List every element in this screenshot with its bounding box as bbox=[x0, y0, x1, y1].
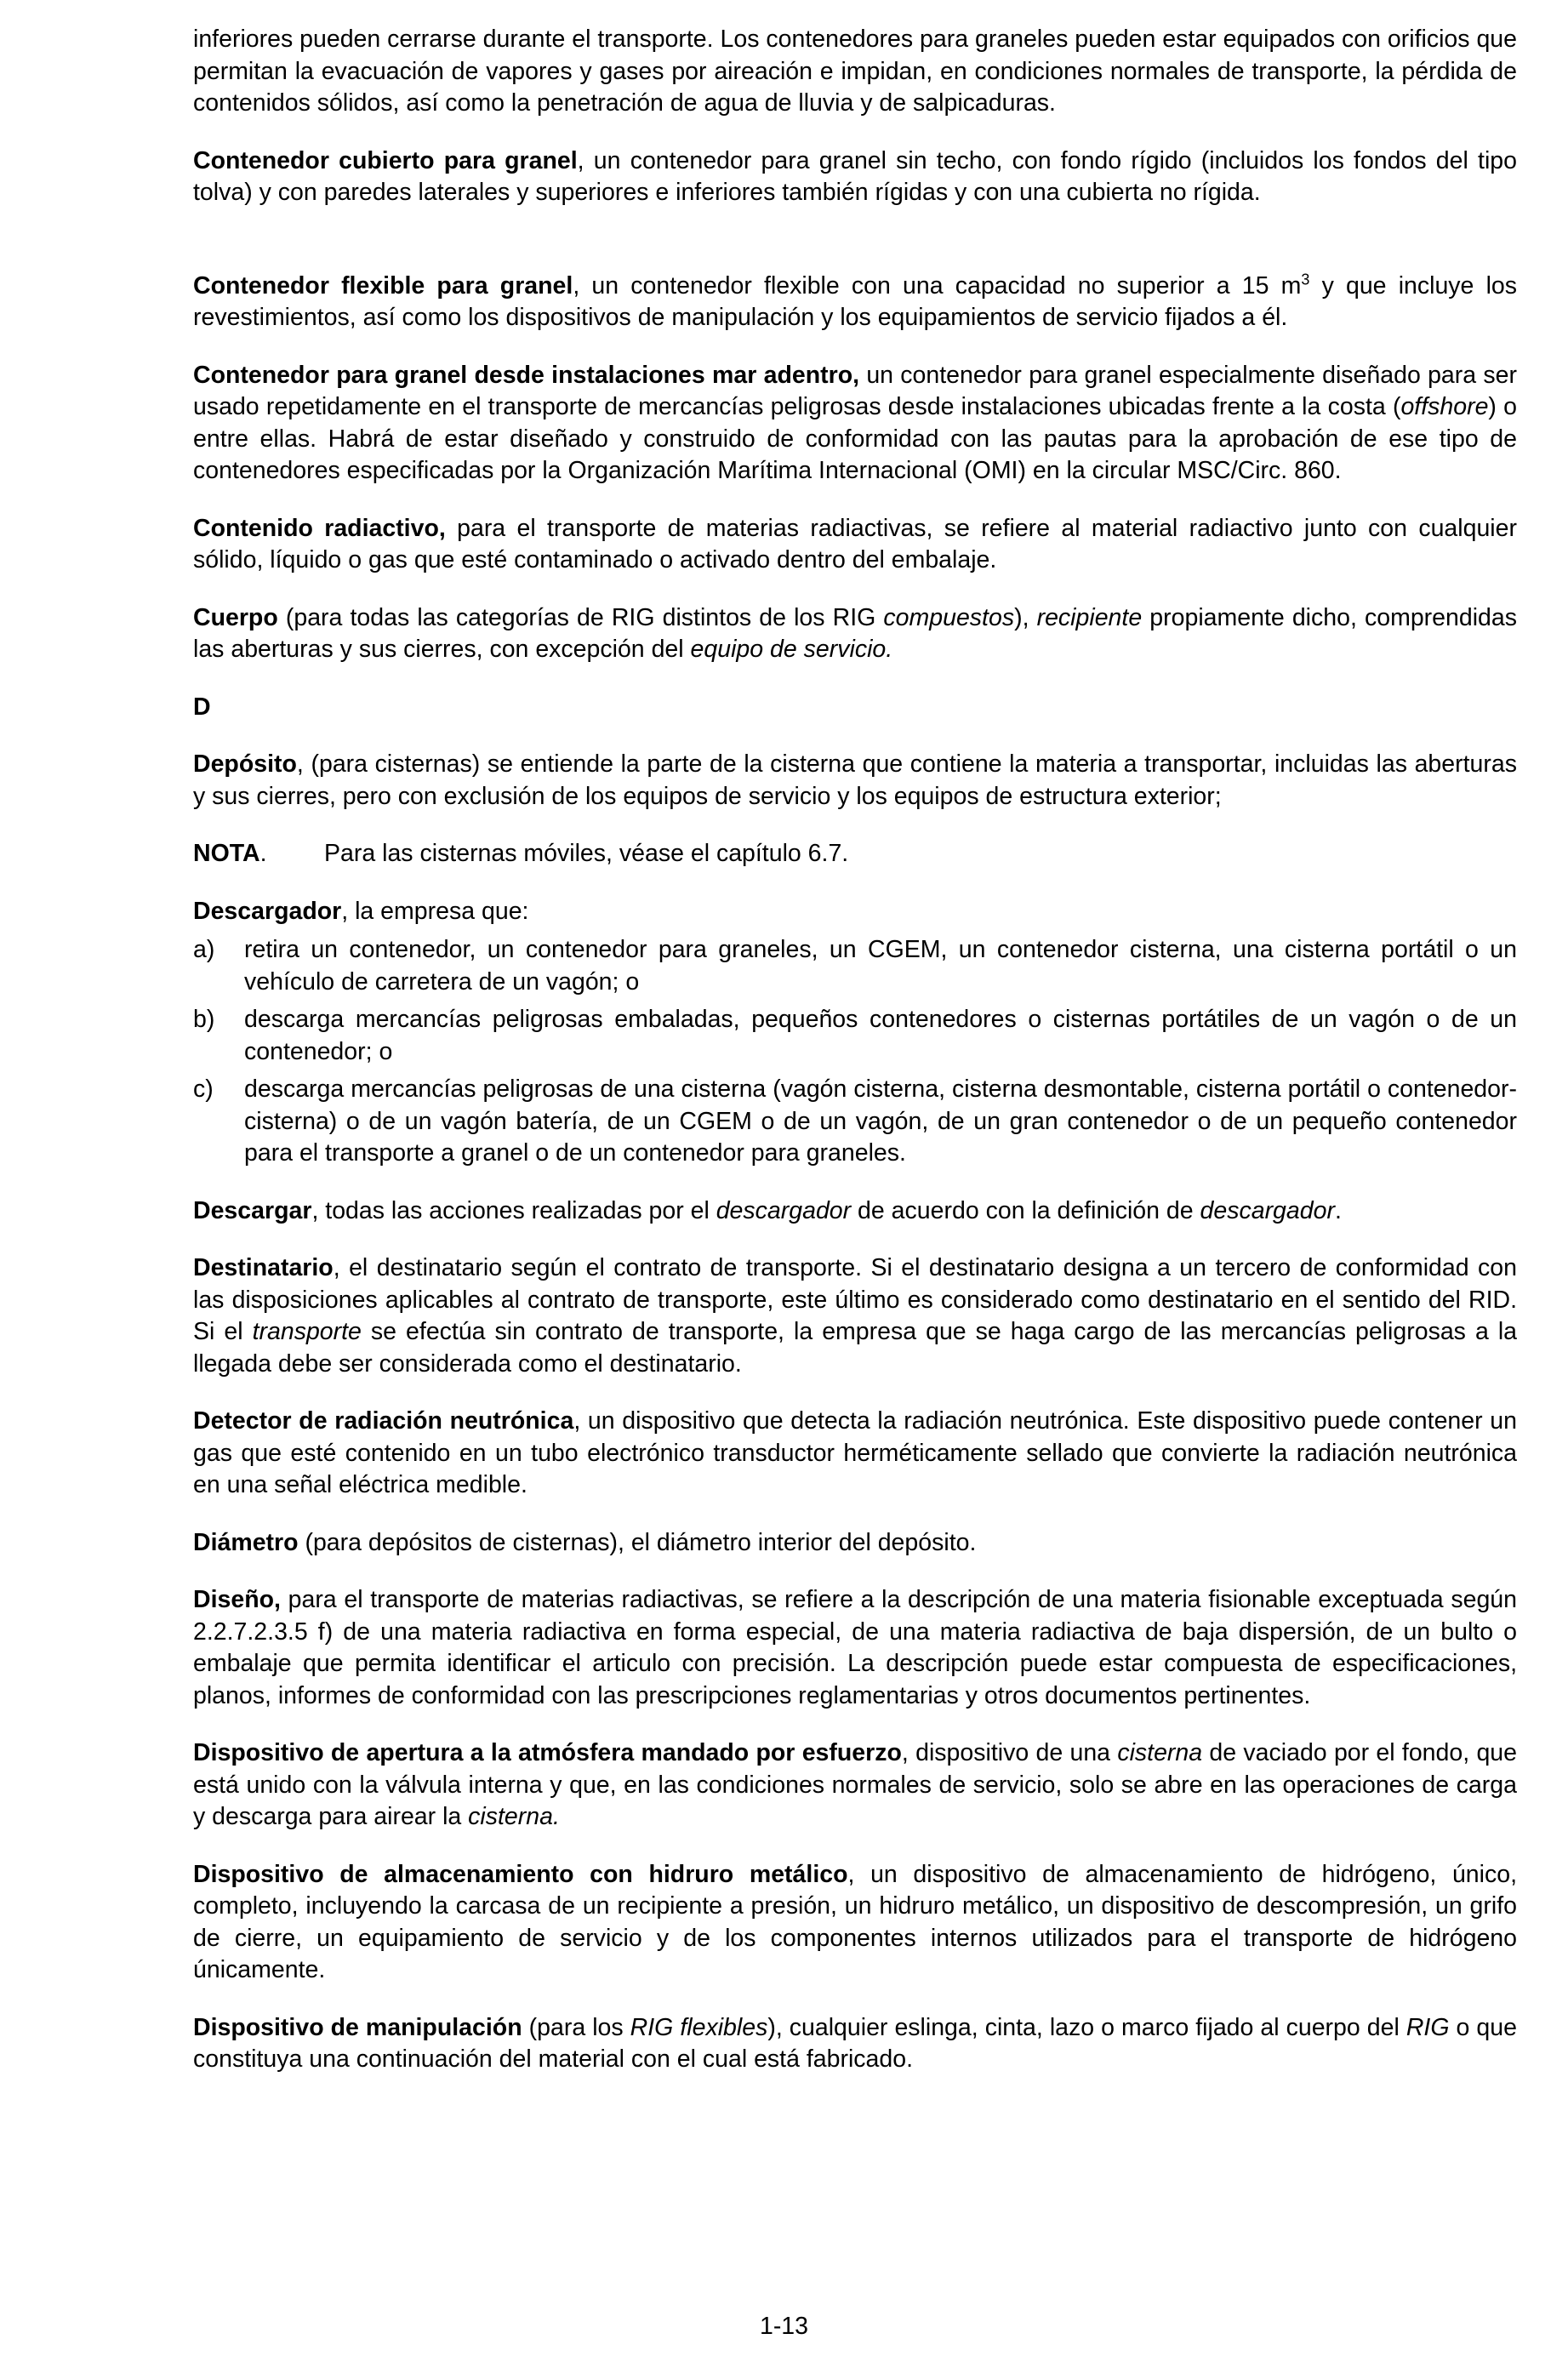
list-item: a) retira un contenedor, un contenedor para graneles, un CGEM, un contenedor cisterna, una cisterna portátil o un vehículo de carretera de un vagón; o bbox=[193, 936, 1517, 996]
definition-dispositivo-manipulacion: Dispositivo de manipulación (para los RIG flexibles), cualquier eslinga, cinta, lazo o marco fijado al cuerpo del RIG o que constituya una continuación del material con el cual está fabricado. bbox=[193, 2013, 1517, 2073]
note: NOTA. Para las cisternas móviles, véase el capítulo 6.7. bbox=[193, 838, 1517, 870]
page-number: 1-13 bbox=[759, 2313, 809, 2340]
term: Descargador bbox=[193, 897, 342, 925]
term: Contenedor cubierto para granel bbox=[193, 146, 578, 174]
term: Contenedor para granel desde instalaciones mar adentro, bbox=[193, 361, 860, 389]
term: Dispositivo de manipulación bbox=[193, 2013, 522, 2041]
definition-cuerpo: Cuerpo (para todas las categorías de RIG distintos de los RIG compuestos), recipiente propiamente dicho, comprendidas las aberturas y sus cierres, con excepción del equipo de servicio. bbox=[193, 603, 1517, 663]
term: Depósito bbox=[193, 750, 297, 778]
definition-dispositivo-apertura: Dispositivo de apertura a la atmósfera mandado por esfuerzo, dispositivo de una cisterna de vaciado por el fondo, que está unido con la válvula interna y que, en las condiciones normales de servicio, solo se abre en las operaciones de carga y descarga para airear la cisterna. bbox=[193, 1739, 1517, 1830]
term: Destinatario bbox=[193, 1254, 334, 1281]
term: Dispositivo de apertura a la atmósfera mandado por esfuerzo bbox=[193, 1739, 902, 1766]
term: Contenido radiactivo, bbox=[193, 514, 446, 542]
definition-contenedor-cubierto: Contenedor cubierto para granel, un contenedor para granel sin techo, con fondo rígido (incluidos los fondos del tipo tolva) y con paredes laterales y superiores e inferiores también rígidas y con una cubierta no rígida. bbox=[193, 146, 1517, 206]
term: Descargar bbox=[193, 1196, 312, 1224]
definition-diseno: Diseño, para el transporte de materias radiactivas, se refiere a la descripción de una materia fisionable exceptuada según 2.2.7.2.3.5 f) de una materia radiactiva en forma especial, de una materia radiactiva de baja dispersión, de un bulto o embalaje que permita identificar el articulo con precisión. La descripción puede estar compuesta de especificaciones, planos, informes de conformidad con las prescripciones reglamentarias y otros documentos pertinentes. bbox=[193, 1586, 1517, 1709]
definition-diametro: Diámetro (para depósitos de cisternas), el diámetro interior del depósito. bbox=[193, 1528, 977, 1556]
section-letter-heading: D bbox=[193, 693, 211, 721]
note-text: Para las cisternas móviles, véase el capítulo 6.7. bbox=[324, 840, 849, 867]
term: Contenedor flexible para granel bbox=[193, 271, 573, 300]
definition-deposito: Depósito, (para cisternas) se entiende la parte de la cisterna que contiene la materia a transportar, incluidas las aberturas y sus cierres, pero con exclusión de los equipos de servicio y los equipos de estructura exterior; bbox=[193, 750, 1517, 810]
note-label: NOTA bbox=[193, 840, 260, 867]
term: Diseño, bbox=[193, 1586, 281, 1613]
definition-detector-radiacion: Detector de radiación neutrónica, un dispositivo que detecta la radiación neutrónica. Este dispositivo puede contener un gas que esté contenido en un tubo electrónico transductor herméticamente sellado que convierte la radiación neutrónica en una señal eléctrica medible. bbox=[193, 1407, 1517, 1498]
term: Diámetro bbox=[193, 1528, 299, 1556]
definition-dispositivo-hidruro: Dispositivo de almacenamiento con hidruro metálico, un dispositivo de almacenamiento de hidrógeno, único, completo, incluyendo la carcasa de un recipiente a presión, un hidruro metálico, un dispositivo de descompresión, un grifo de cierre, un equipamiento de servicio y de los componentes internos utilizados para el transporte de hidrógeno únicamente. bbox=[193, 1860, 1518, 1983]
definition-contenedor-mar-adentro: Contenedor para granel desde instalaciones mar adentro, un contenedor para granel especialmente diseñado para ser usado repetidamente en el transporte de mercancías peligrosas desde instalaciones ubicadas frente a la costa (offshore) o entre ellas. Habrá de estar diseñado y construido de conformidad con las pautas para la aprobación de ese tipo de contenedores especificadas por la Organización Marítima Internacional (OMI) en la circular MSC/Circ. 860. bbox=[193, 361, 1518, 484]
definition-contenido-radiactivo: Contenido radiactivo, para el transporte de materias radiactivas, se refiere al material radiactivo junto con cualquier sólido, líquido o gas que esté contaminado o activado dentro del embalaje. bbox=[193, 514, 1517, 573]
descargador-list bbox=[193, 934, 1517, 1170]
definition-contenedor-flexible: Contenedor flexible para granel, un contenedor flexible con una capacidad no superior a 15 $m^3$ y que incluye los revestimientos, así como los dispositivos de manipulación y los equipamientos de servicio fijados a él. bbox=[193, 271, 1517, 331]
list-item: c) descarga mercancías peligrosas de una cisterna (vagón cisterna, cisterna desmontable, cisterna portátil o contenedor-cisterna) o de un vagón batería, de un CGEM o de un vagón, de un gran contenedor o de un pequeño contenedor para el transporte a granel o de un contenedor para graneles. bbox=[193, 1075, 1517, 1167]
document-body bbox=[193, 24, 1517, 2076]
term: Detector de radiación neutrónica bbox=[193, 1407, 574, 1435]
definition-descargar: Descargar, todas las acciones realizadas por el descargador de acuerdo con la definición de descargador. bbox=[193, 1196, 1342, 1224]
paragraph-contenedores-graneles-continuation: inferiores pueden cerrarse durante el transporte. Los contenedores para graneles pueden estar equipados con orificios que permitan la evacuación de vapores y gases por aireación e impidan, en condiciones normales de transporte, la pérdida de contenidos sólidos, así como la penetración de agua de lluvia y de salpicaduras. bbox=[193, 26, 1517, 117]
definition-descargador: Descargador, la empresa que: bbox=[193, 897, 529, 925]
term: Dispositivo de almacenamiento con hidruro metálico bbox=[193, 1860, 848, 1888]
list-item: b) descarga mercancías peligrosas embaladas, pequeños contenedores o cisternas portátiles de un vagón o de un contenedor; o bbox=[193, 1006, 1517, 1065]
definition-destinatario: Destinatario, el destinatario según el contrato de transporte. Si el destinatario designa a un tercero de conformidad con las disposiciones aplicables al contrato de transporte, este último es considerado como destinatario en el sentido del RID. Si el transporte se efectúa sin contrato de transporte, la empresa que se haga cargo de las mercancías peligrosas a la llegada debe ser considerada como el destinatario. bbox=[193, 1254, 1517, 1378]
term: Cuerpo bbox=[193, 603, 278, 631]
